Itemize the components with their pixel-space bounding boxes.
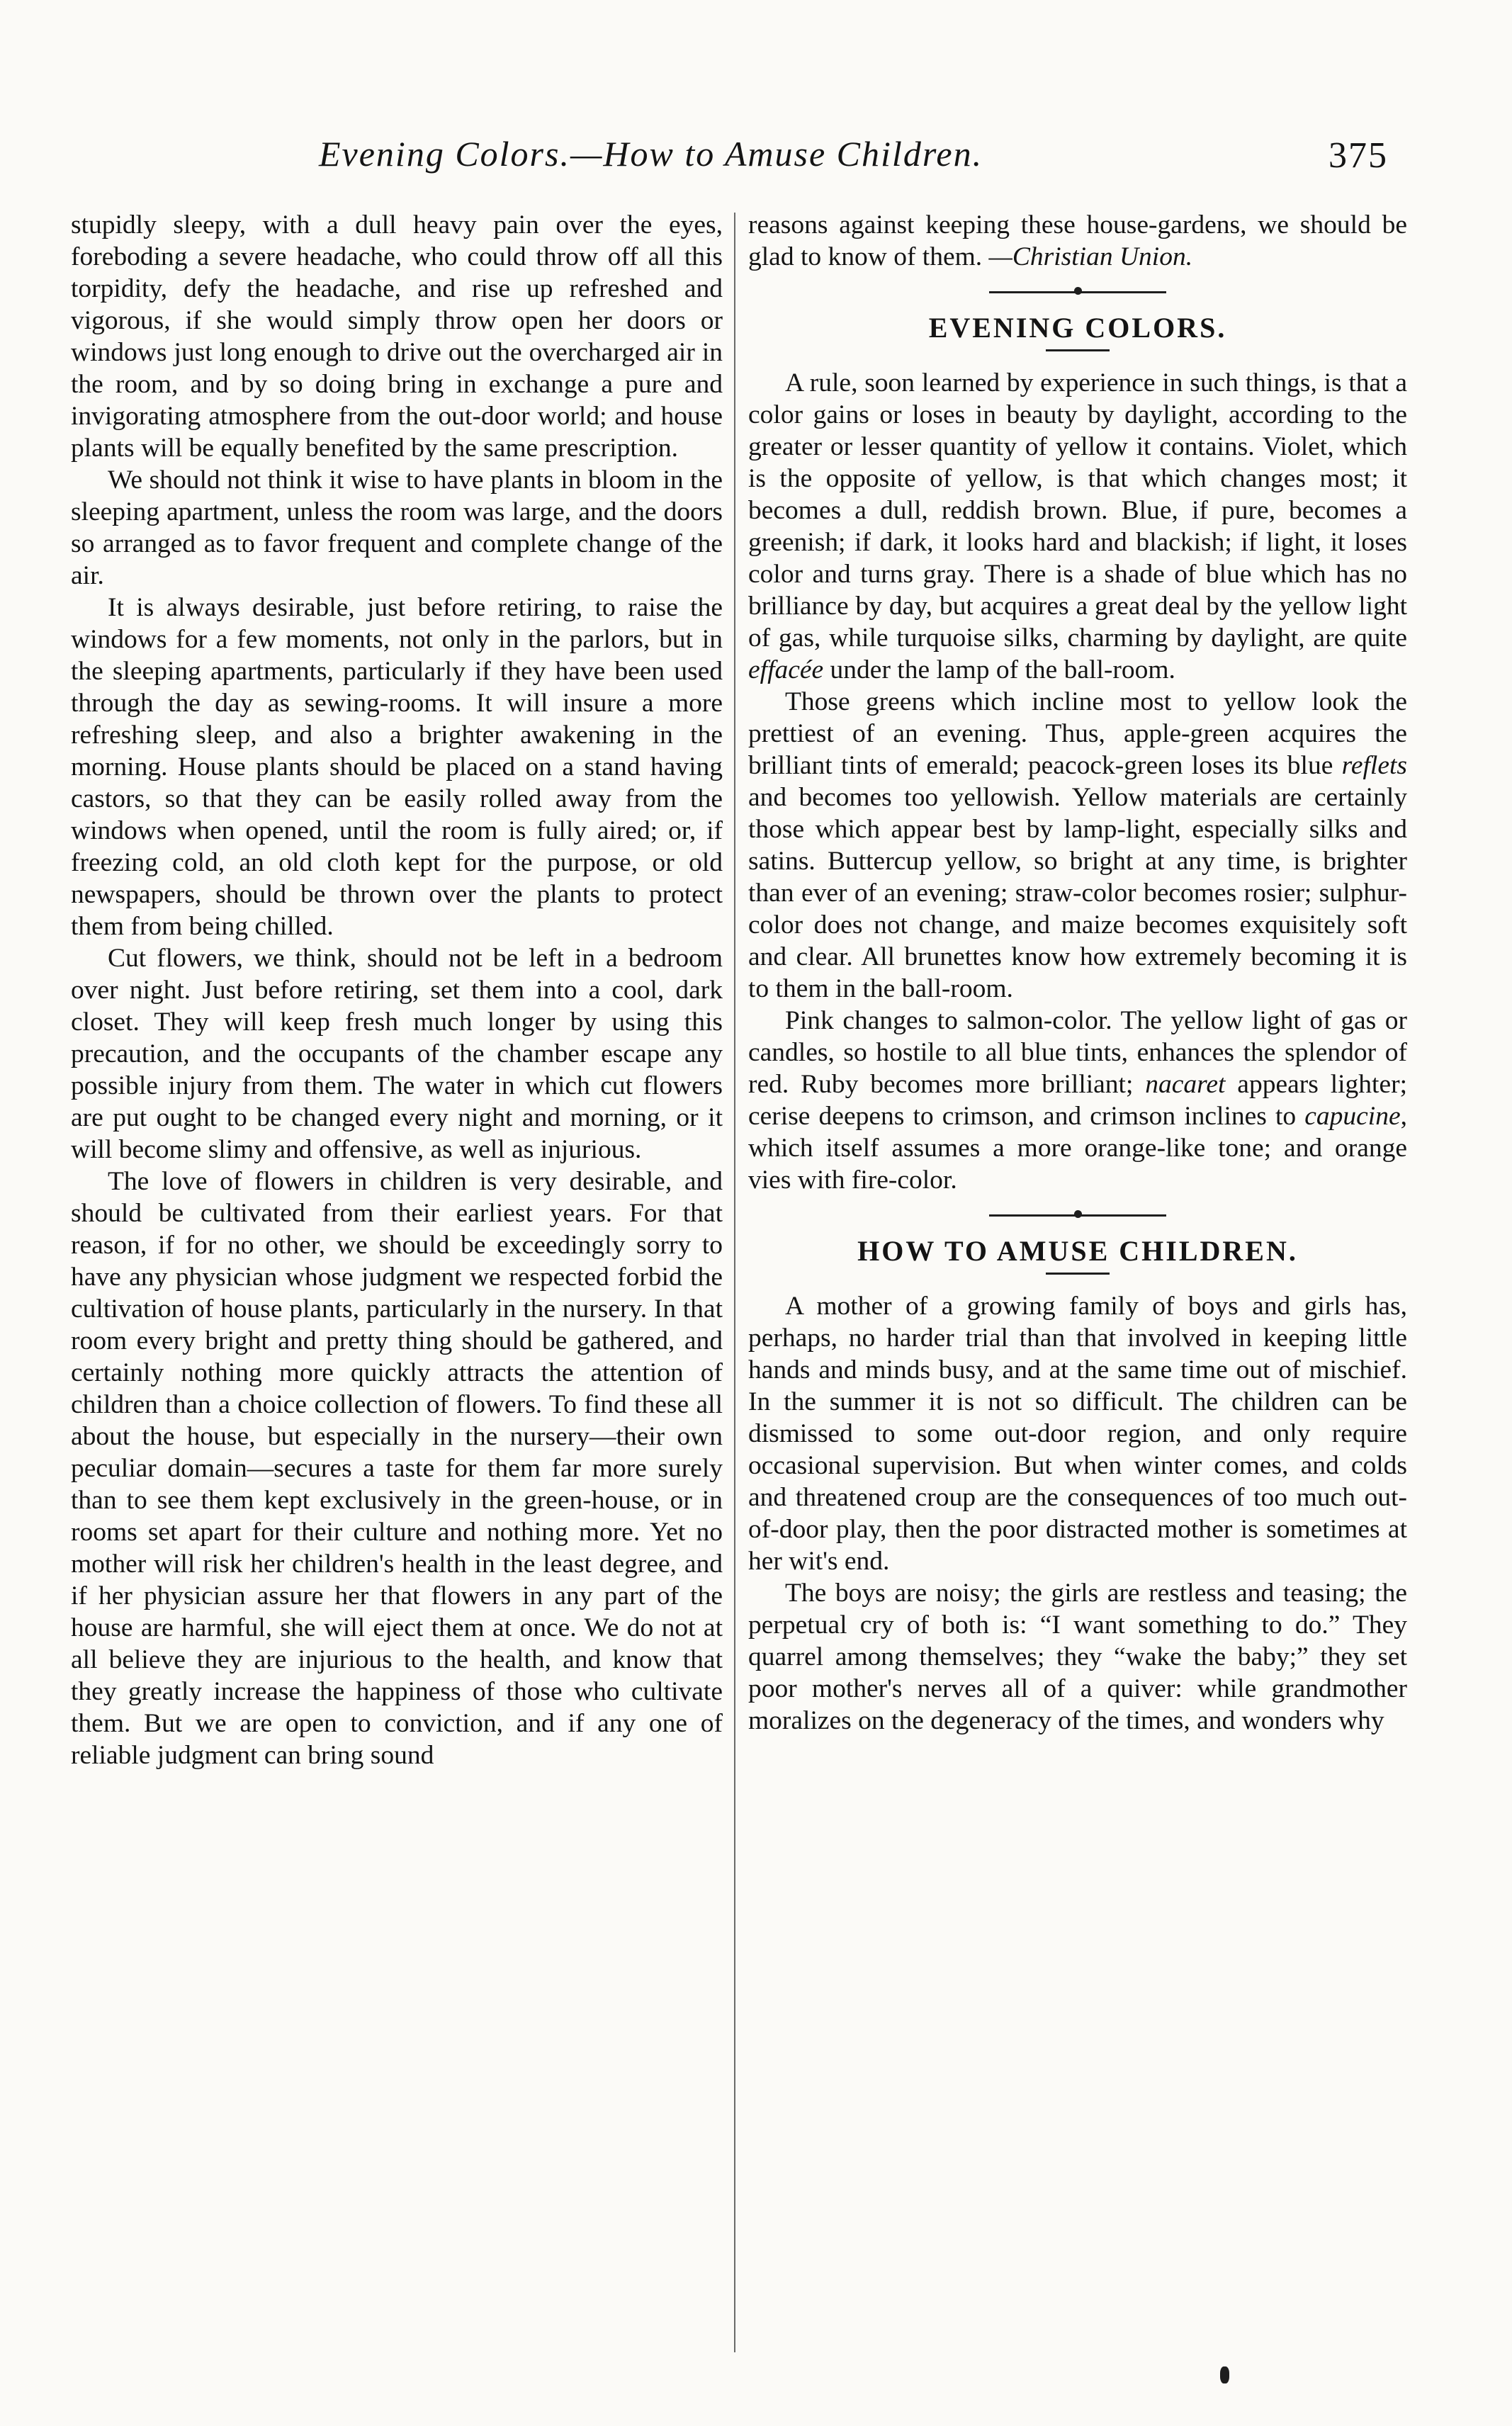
italic-term: effacée <box>748 655 824 684</box>
right-column <box>748 209 1407 1737</box>
italic-term: nacaret <box>1145 1070 1226 1099</box>
text-run: , which itself assumes a more orange-like tone; and orange vies with fire-color. <box>748 1102 1407 1195</box>
ornamental-rule-2 <box>989 1214 1166 1217</box>
left-paragraph-2: We should not think it wise to have plants in bloom in the sleeping apartment, unless the room was large, and the doors so arranged as to favor frequent and complete change of the air. <box>71 466 723 590</box>
column-divider <box>734 213 735 2352</box>
left-paragraph-5: The love of flowers in children is very desirable, and should be cultivated from their earliest years. For that reason, if for no other, we should be exceedingly sorry to have any physician whose judgment we respected forbid the cultivation of house plants, particularly in the nursery. In that room every bright and pretty thing should be gathered, and certainly nothing more quickly attracts the attention of children than a choice collection of flowers. To find these all about the house, but especially in the nursery—their own peculiar domain—secures a taste for them far more surely than to see them kept exclusively in the green-house, or in rooms set apart for their culture and nothing more. Yet no mother will risk her children's health in the least degree, and if her physician assure her that flowers in any part of the house are harmful, she will eject them at once. We do not at all believe they are injurious to the health, and know that they greatly increase the happiness of those who cultivate them. But we are open to conviction, and if any one of reliable judgment can bring sound <box>71 1167 723 1770</box>
title-dash-2 <box>1046 1273 1110 1275</box>
text-run: Pink changes to salmon-color. The yellow light of gas or candles, so hostile to all blue tints, enhances the splendor of red. Ruby becomes more brilliant; <box>748 1006 1407 1099</box>
text-run: appears lighter; cerise deepens to crimson, and crimson inclines to <box>748 1070 1407 1131</box>
title-dash-1 <box>1046 349 1110 351</box>
evening-colors-paragraph-2 <box>748 686 1407 1005</box>
evening-colors-paragraph-3 <box>748 1005 1407 1196</box>
amuse-children-paragraph-2: The boys are noisy; the girls are restless and teasing; the perpetual cry of both is: “I want something to do.” They quarrel among themselves; they “wake the baby;” they set poor mother's nerves all of a quiver: while grandmother moralizes on the degeneracy of the times, and wonders why <box>748 1579 1407 1735</box>
continuation-text: reasons against keeping these house-gardens, we should be glad to know of them. <box>748 210 1407 271</box>
amuse-children-paragraph-1: A mother of a growing family of boys and girls has, perhaps, no harder trial than that involved in keeping little hands and minds busy, and at the same time out of mischief. In the summer it is not so difficult. The children can be dismissed to some out-door region, and only require occasional supervision. But when winter comes, and colds and threatened croup are the consequences of too much out-of-door play, then the poor distracted mother is sometimes at her wit's end. <box>748 1292 1407 1576</box>
evening-colors-paragraph-1 <box>748 367 1407 686</box>
ornamental-rule-1 <box>989 291 1166 293</box>
text-run: Those greens which incline most to yellow look the prettiest of an evening. Thus, apple-green acquires the brilliant tints of emerald; peacock-green loses its blue <box>748 687 1407 780</box>
source-credit: —Christian Union. <box>988 242 1193 271</box>
text-run: under the lamp of the ball-room. <box>823 655 1175 684</box>
left-paragraph-3: It is always desirable, just before retiring, to raise the windows for a few moments, not only in the parlors, but in the sleeping apartments, particularly if they have been used through the day as sewing-rooms. It will insure a more refreshing sleep, and also a brighter awakening in the morning. House plants should be placed on a stand having castors, so that they can be easily rolled away from the windows when opened, until the room is fully aired; or, if freezing cold, an old cloth kept for the purpose, or old newspapers, should be thrown over the plants to protect them from being chilled. <box>71 593 723 941</box>
left-paragraph-1: stupidly sleepy, with a dull heavy pain over the eyes, foreboding a severe headache, who could throw off all this torpidity, defy the headache, and rise up refreshed and vigorous, if she would simply throw open her doors or windows just long enough to drive out the overcharged air in the room, and by so doing bring in exchange a pure and invigorating atmosphere from the out-door world; and house plants will be equally benefited by the same prescription. <box>71 210 723 463</box>
text-run: and becomes too yellowish. Yellow materials are certainly those which appear best by lamp-light, especially silks and satins. Buttercup yellow, so bright at any time, is brighter than ever of an evening; straw-color becomes rosier; sulphur-color does not change, and maize becomes exquisitely soft and clear. All brunettes know how extremely becoming it is to them in the ball-room. <box>748 783 1407 1003</box>
italic-term: capucine <box>1304 1102 1401 1131</box>
section-title-amuse-children: HOW TO AMUSE CHILDREN. <box>857 1235 1298 1267</box>
left-paragraph-4: Cut flowers, we think, should not be left in a bedroom over night. Just before retiring, set them into a cool, dark closet. They will keep fresh much longer by using this precaution, and the occupants of the chamber escape any possible injury from them. The water in which cut flowers are put ought to be changed every night and morning, or it will become slimy and offensive, as well as injurious. <box>71 944 723 1164</box>
italic-term: reflets <box>1341 751 1407 780</box>
running-head: Evening Colors.—How to Amuse Children. <box>319 134 983 174</box>
page-number: 375 <box>1328 135 1388 176</box>
printer-mark <box>1220 2366 1229 2383</box>
right-continuation-paragraph <box>748 209 1407 273</box>
section-title-evening-colors: EVENING COLORS. <box>928 312 1227 344</box>
left-column <box>71 209 723 1771</box>
text-run: A rule, soon learned by experience in such things, is that a color gains or loses in beauty by daylight, according to the greater or lesser quantity of yellow it contains. Violet, which is the opposite of yellow, is that which changes most; it becomes a dull, reddish brown. Blue, if pure, becomes a greenish; if dark, it looks hard and blackish; if light, it loses color and turns gray. There is a shade of blue which has no brilliance by day, but acquires a great deal by the yellow light of gas, while turquoise silks, charming by daylight, are quite <box>748 368 1407 653</box>
